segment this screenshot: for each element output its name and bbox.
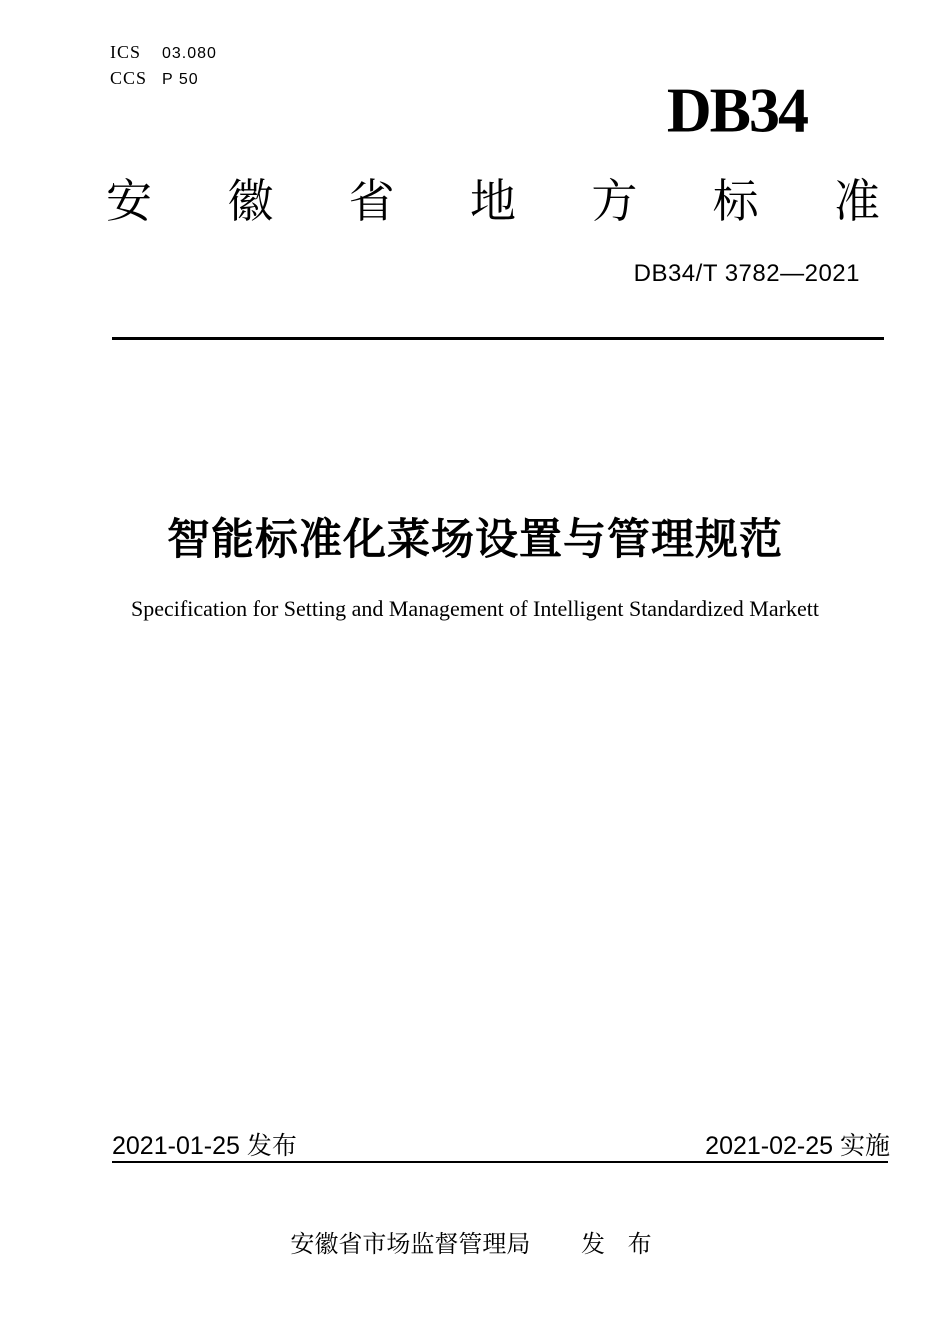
publisher-name: 安徽省市场监督管理局 [290,1231,531,1258]
standard-type-heading: 安徽省地方标准 [106,175,880,227]
ics-value: 03.080 [162,45,217,62]
publish-label: 发 布 [581,1231,660,1258]
standard-number: DB34/T 3782—2021 [633,260,860,287]
ics-row [110,42,217,68]
dates-row [112,1126,890,1162]
top-divider-rule [112,337,884,340]
db34-logo: DB34 [666,76,807,146]
issue-date: 2021-01-25 发布 [112,1132,297,1160]
classification-block [110,42,217,94]
document-title-english: Specification for Setting and Management of Intelligent Standardized Markett [131,596,819,621]
ccs-label: CCS [110,68,148,88]
publisher-row [0,1224,950,1259]
document-title-chinese: 智能标准化菜场设置与管理规范 [167,516,783,564]
bottom-divider-rule [112,1161,888,1163]
implementation-date: 2021-02-25 实施 [705,1132,890,1160]
ccs-row [110,68,217,94]
ics-label: ICS [110,42,142,62]
ccs-value: P 50 [162,71,199,88]
